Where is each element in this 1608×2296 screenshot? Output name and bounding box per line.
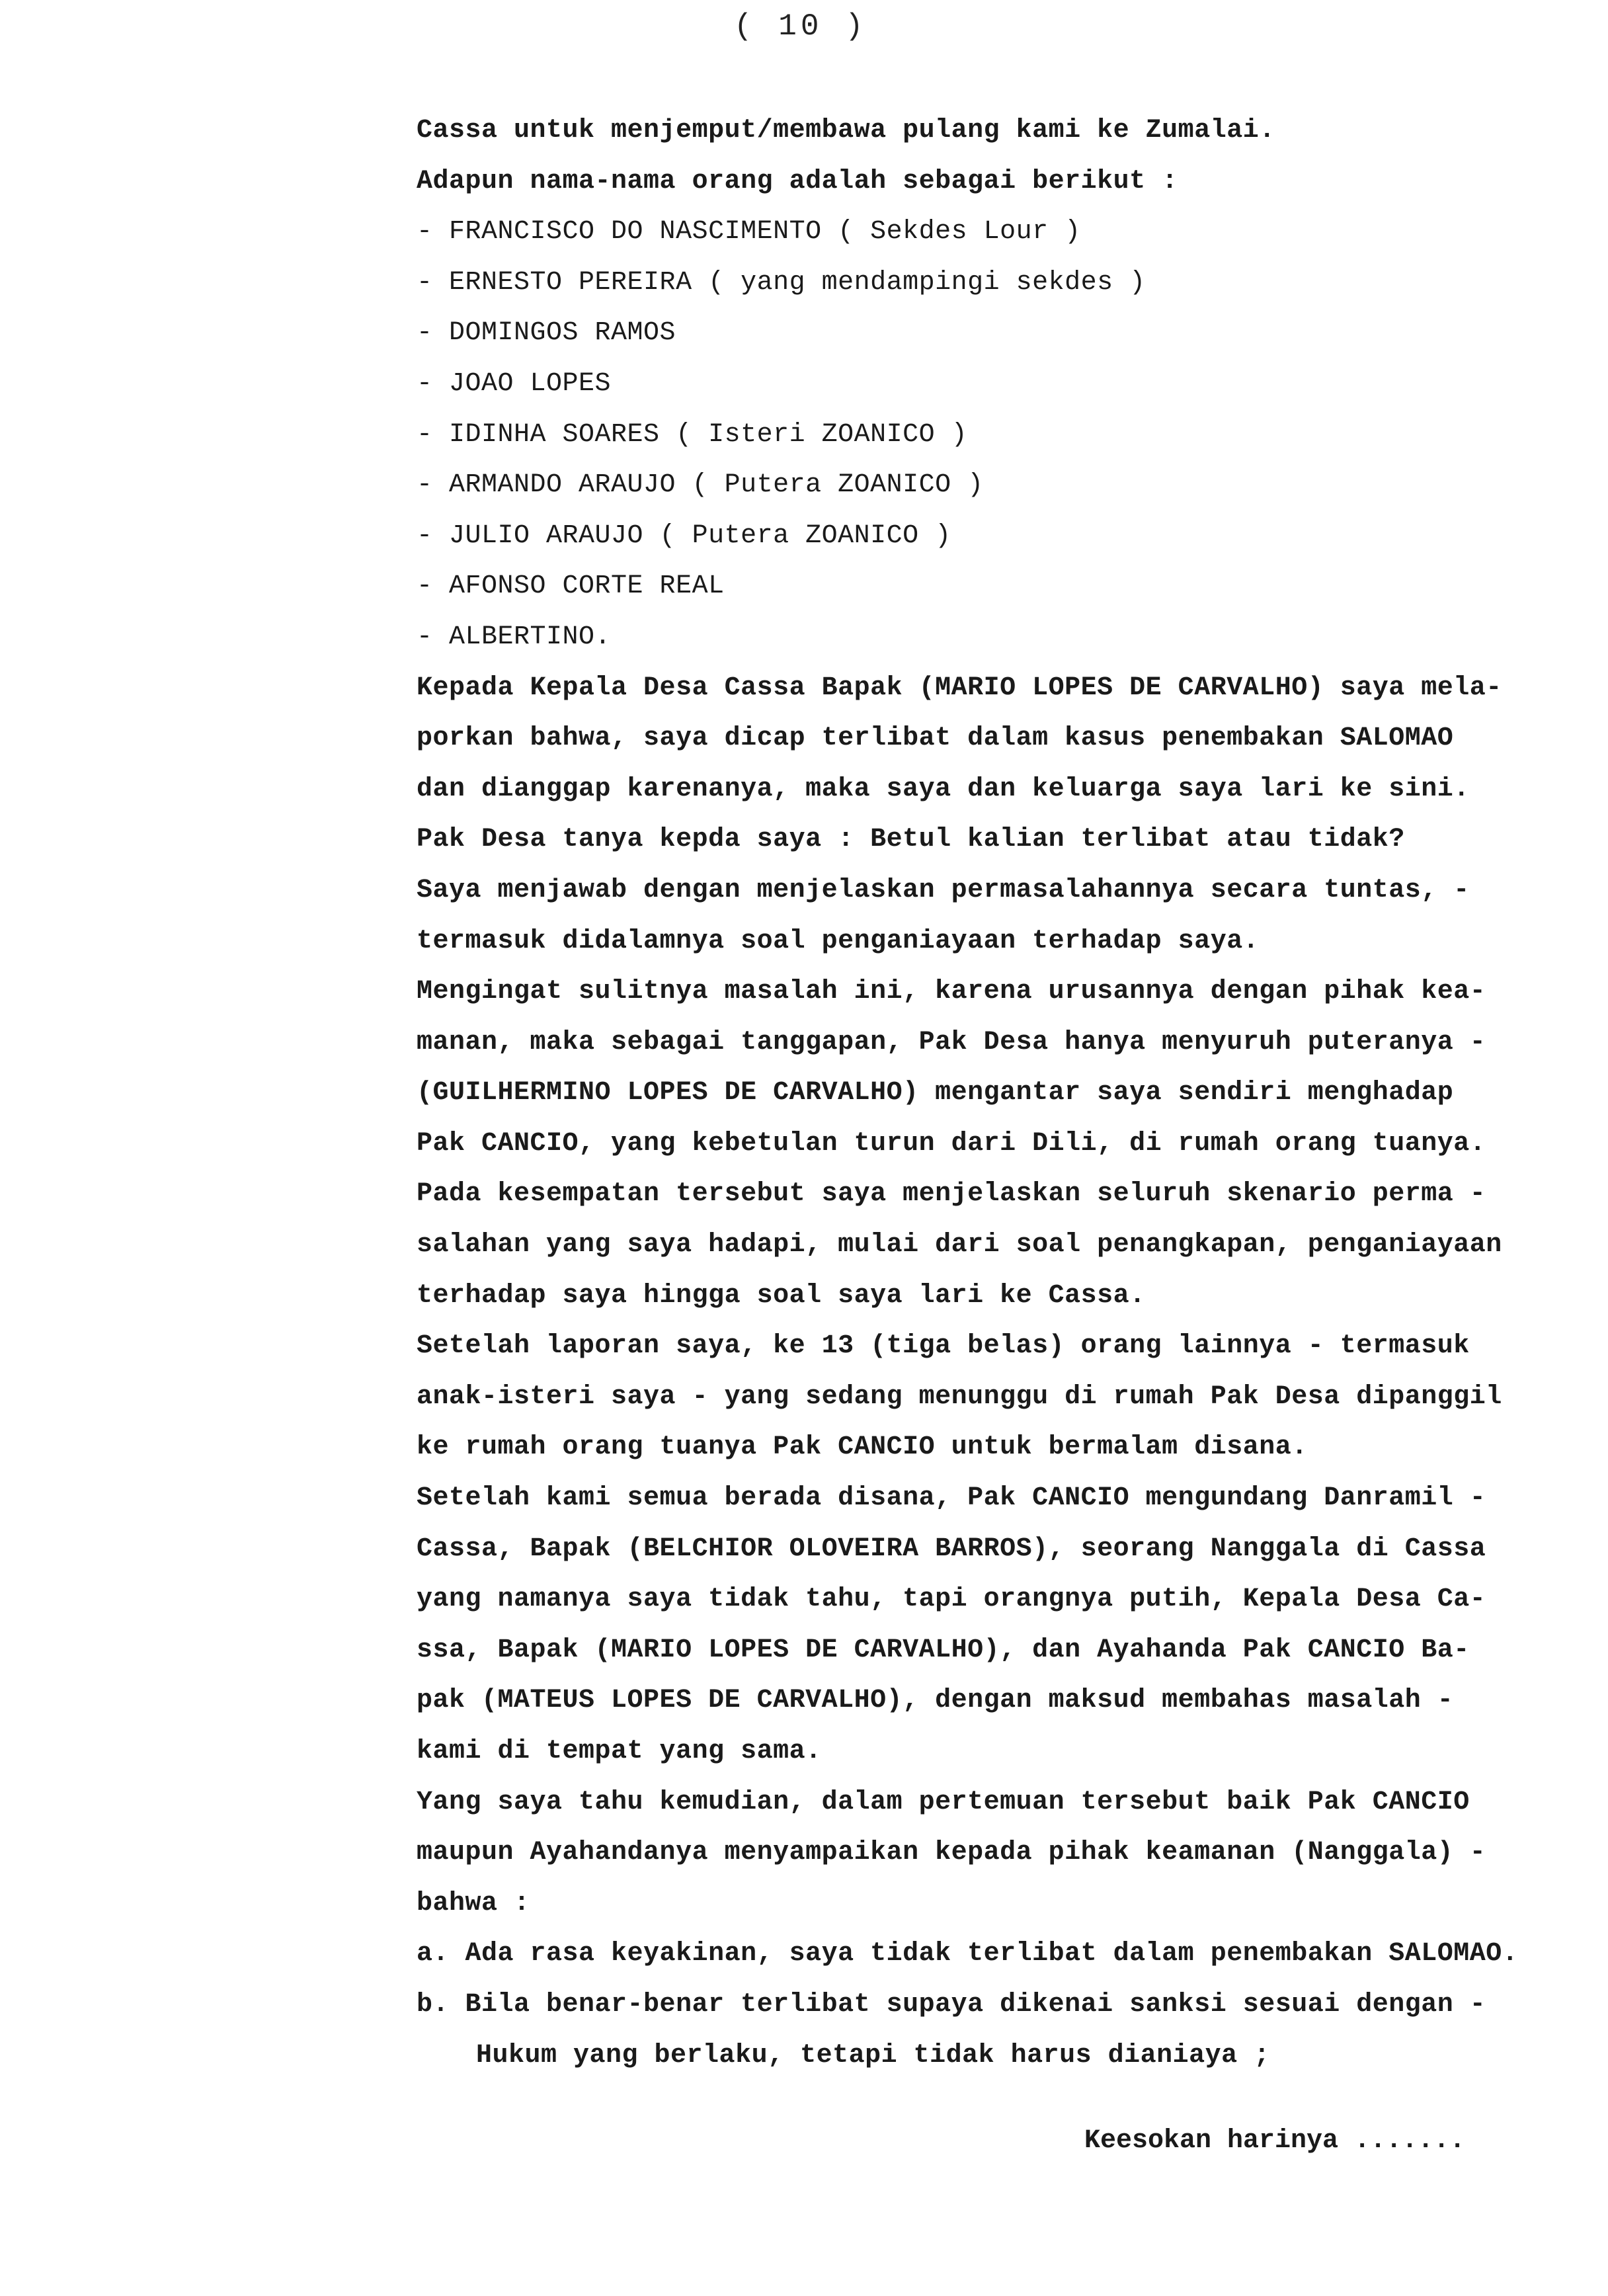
text-line: Mengingat sulitnya masalah ini, karena urusannya dengan pihak kea-: [417, 977, 1486, 1007]
text-line: Setelah laporan saya, ke 13 (tiga belas) orang lainnya - termasuk: [417, 1331, 1470, 1362]
list-item: - ALBERTINO.: [417, 622, 612, 652]
list-item: - IDINHA SOARES ( Isteri ZOANICO ): [417, 419, 968, 450]
text-line: anak-isteri saya - yang sedang menunggu di rumah Pak Desa dipanggil: [417, 1381, 1502, 1412]
text-line: Pada kesempatan tersebut saya menjelaskan seluruh skenario perma -: [417, 1179, 1486, 1210]
text-line: pak (MATEUS LOPES DE CARVALHO), dengan maksud membahas masalah -: [417, 1686, 1454, 1716]
text-line: Setelah kami semua berada disana, Pak CANCIO mengundang Danramil -: [417, 1483, 1486, 1514]
text-line: porkan bahwa, saya dicap terlibat dalam kasus penembakan SALOMAO: [417, 723, 1454, 754]
text-line: manan, maka sebagai tanggapan, Pak Desa hanya menyuruh puteranya -: [417, 1027, 1486, 1057]
text-line: Cassa, Bapak (BELCHIOR OLOVEIRA BARROS), seorang Nanggala di Cassa: [417, 1534, 1486, 1564]
list-item: - JULIO ARAUJO ( Putera ZOANICO ): [417, 520, 951, 551]
text-line: termasuk didalamnya soal penganiayaan terhadap saya.: [417, 926, 1260, 956]
text-line: Hukum yang berlaku, tetapi tidak harus dianiaya ;: [476, 2040, 1270, 2070]
text-line: salahan yang saya hadapi, mulai dari soal penangkapan, penganiayaan: [417, 1230, 1502, 1260]
text-line: Cassa untuk menjemput/membawa pulang kami ke Zumalai.: [417, 116, 1275, 145]
text-line: (GUILHERMINO LOPES DE CARVALHO) mengantar saya sendiri menghadap: [417, 1078, 1454, 1108]
list-item: b. Bila benar-benar terlibat supaya dikenai sanksi sesuai dengan -: [417, 1989, 1486, 2020]
list-item: - AFONSO CORTE REAL: [417, 571, 725, 602]
text-line: Yang saya tahu kemudian, dalam pertemuan tersebut baik Pak CANCIO: [417, 1787, 1470, 1817]
document-body: [417, 106, 1534, 2081]
text-line: yang namanya saya tidak tahu, tapi orangnya putih, Kepala Desa Ca-: [417, 1584, 1486, 1615]
text-line: Pak Desa tanya kepda saya : Betul kalian terlibat atau tidak?: [417, 825, 1405, 855]
text-line: kami di tempat yang sama.: [417, 1737, 822, 1766]
text-line: bahwa :: [417, 1888, 530, 1918]
continuation-note: Keesokan harinya .......: [1084, 2126, 1466, 2156]
list-item: a. Ada rasa keyakinan, saya tidak terlibat dalam penembakan SALOMAO.: [417, 1939, 1519, 1969]
list-item: - ARMANDO ARAUJO ( Putera ZOANICO ): [417, 470, 984, 501]
text-line: Pak CANCIO, yang kebetulan turun dari Dili, di rumah orang tuanya.: [417, 1128, 1486, 1159]
list-item: - FRANCISCO DO NASCIMENTO ( Sekdes Lour ): [417, 217, 1081, 247]
text-line: Saya menjawab dengan menjelaskan permasalahannya secara tuntas, -: [417, 875, 1470, 905]
text-line: dan dianggap karenanya, maka saya dan keluarga saya lari ke sini.: [417, 774, 1470, 804]
text-line: ke rumah orang tuanya Pak CANCIO untuk bermalam disana.: [417, 1432, 1308, 1463]
text-line: maupun Ayahandanya menyampaikan kepada pihak keamanan (Nanggala) -: [417, 1838, 1486, 1868]
list-item: - ERNESTO PEREIRA ( yang mendampingi sekdes ): [417, 267, 1146, 298]
text-line: ssa, Bapak (MARIO LOPES DE CARVALHO), dan Ayahanda Pak CANCIO Ba-: [417, 1635, 1470, 1665]
list-item: - JOAO LOPES: [417, 368, 612, 399]
text-line: terhadap saya hingga soal saya lari ke Cassa.: [417, 1280, 1146, 1311]
list-item: - DOMINGOS RAMOS: [417, 318, 676, 348]
text-line: Adapun nama-nama orang adalah sebagai berikut :: [417, 166, 1178, 196]
text-line: Kepada Kepala Desa Cassa Bapak (MARIO LOPES DE CARVALHO) saya mela-: [417, 673, 1502, 703]
page-number: ( 10 ): [734, 9, 867, 44]
